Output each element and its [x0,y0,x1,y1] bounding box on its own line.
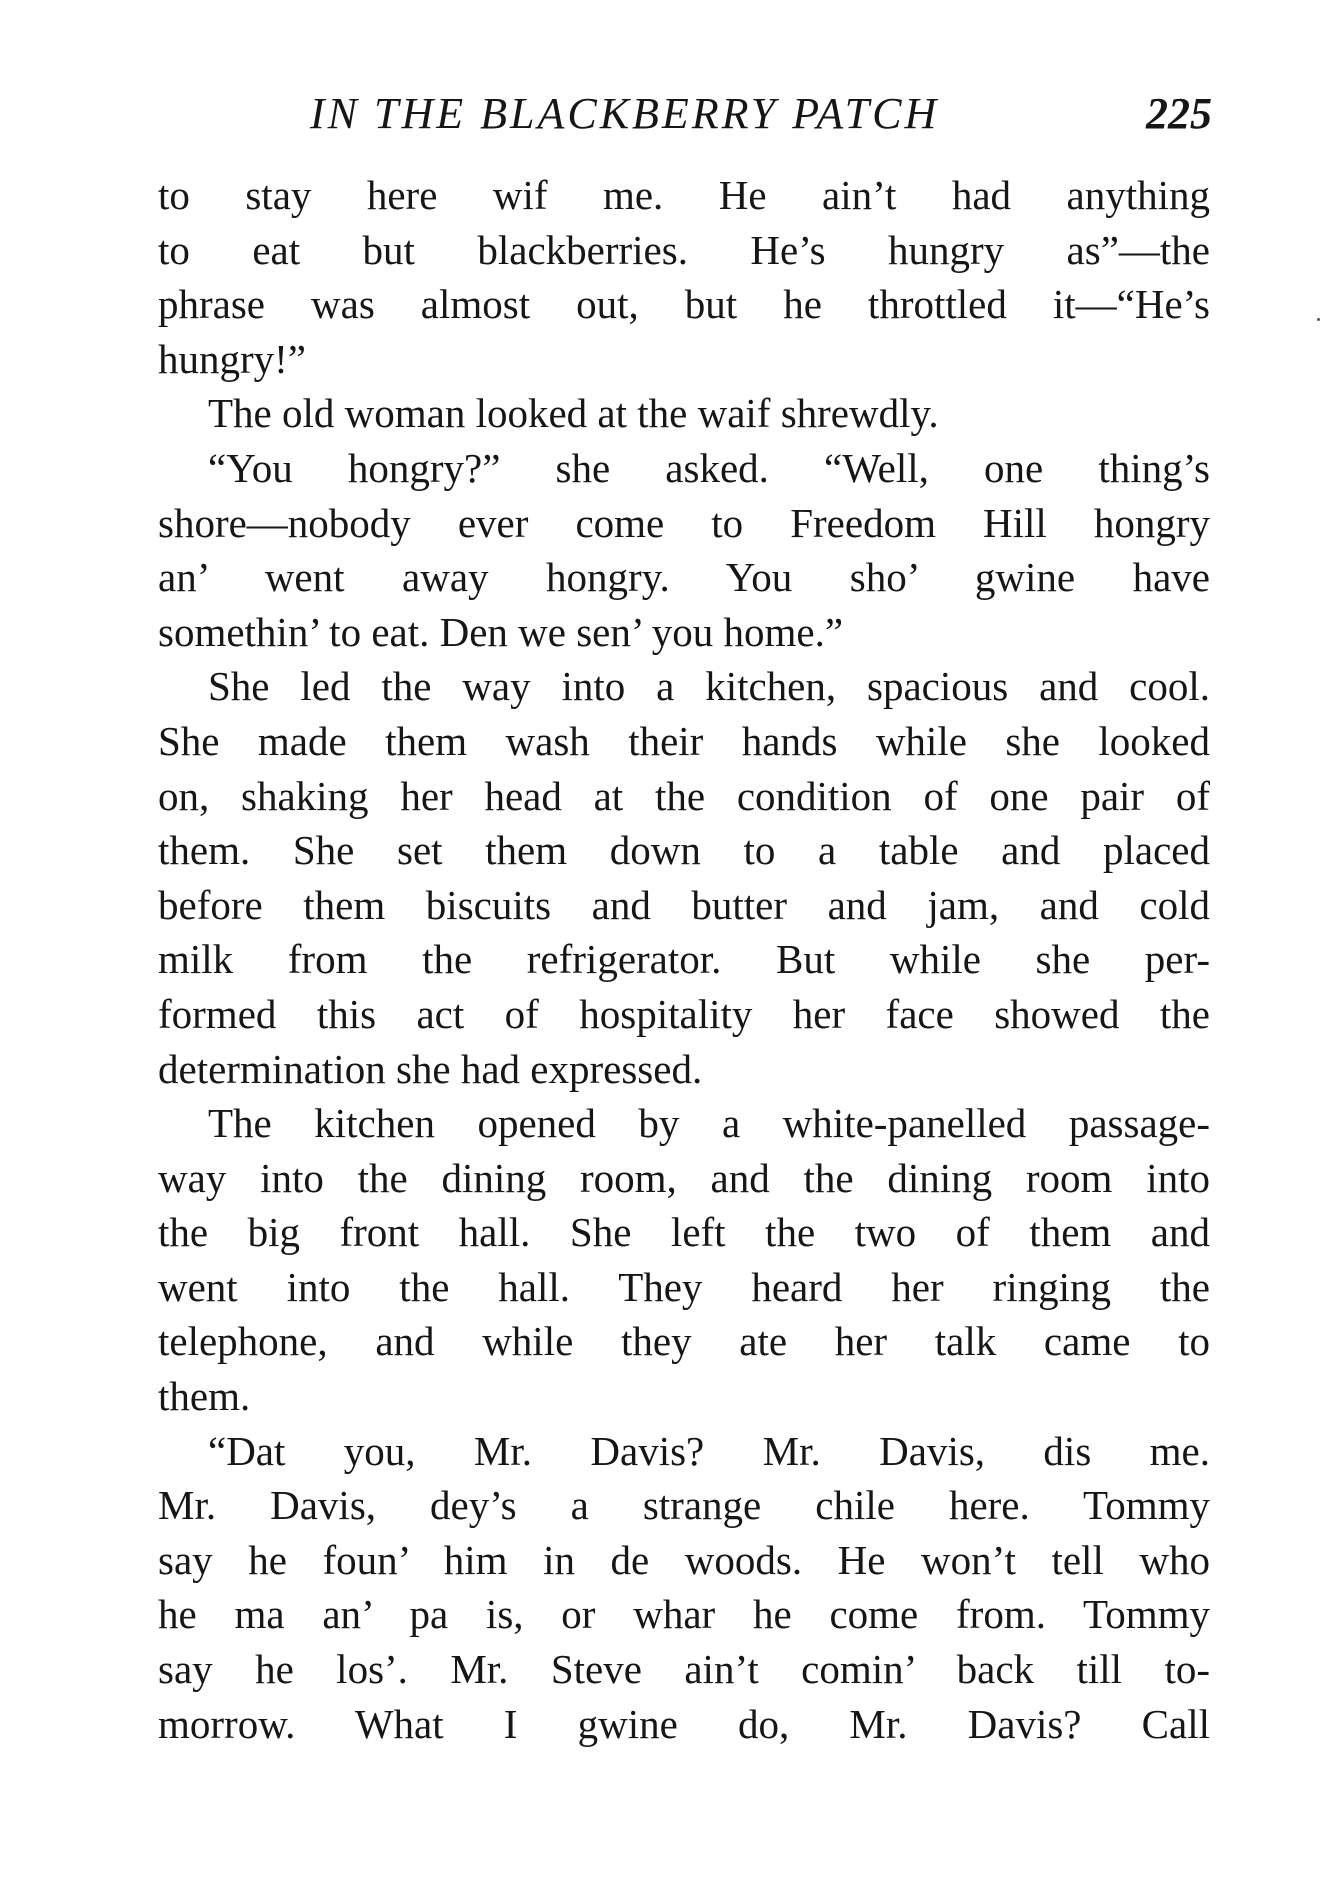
text-line: She led the way into a kitchen, spacious and cool. [208,663,1210,710]
text-line: The kitchen opened by a white-panelled passage- [208,1100,1210,1147]
text-line: She made them wash their hands while she looked [158,717,1210,764]
text-line: hungry!” [158,335,307,382]
text-line: them. She set them down to a table and placed [158,827,1210,874]
text-line: Mr. Davis, dey’s a strange chile here. Tommy [158,1482,1210,1529]
text-line: determination she had expressed. [158,1045,703,1092]
text-line: on, shaking her head at the condition of one pair of [158,772,1210,819]
text-line: formed this act of hospitality her face showed the [158,990,1210,1037]
text-line: say he los’. Mr. Steve ain’t comin’ back till to- [158,1646,1210,1693]
text-line: way into the dining room, and the dining room into [158,1154,1210,1201]
running-title: IN THE BLACKBERRY PATCH [310,89,940,138]
body-text [158,168,1210,1751]
text-line: say he foun’ him in de woods. He won’t tell who [158,1536,1210,1583]
text-line: he ma an’ pa is, or whar he come from. Tommy [158,1591,1210,1638]
text-line: The old woman looked at the waif shrewdly. [208,390,939,437]
text-line: shore—nobody ever come to Freedom Hill hongry [158,499,1210,546]
text-line: an’ went away hongry. You sho’ gwine have [158,554,1210,601]
text-line: the big front hall. She left the two of them and [158,1209,1210,1256]
text-line: them. [158,1373,251,1420]
text-line: phrase was almost out, but he throttled it—“He’s [158,281,1210,328]
text-line: went into the hall. They heard her ringing the [158,1263,1210,1310]
text-line: “Dat you, Mr. Davis? Mr. Davis, dis me. [208,1427,1210,1474]
page-number: 225 [1146,89,1212,138]
text-line: to eat but blackberries. He’s hungry as”—the [158,226,1210,273]
text-line: to stay here wif me. He ain’t had anything [158,172,1210,218]
running-head [160,88,1230,148]
text-line: “You hongry?” she asked. “Well, one thing’s [208,444,1210,491]
text-line: somethin’ to eat. Den we sen’ you home.” [158,608,844,655]
text-line: morrow. What I gwine do, Mr. Davis? Call [158,1700,1210,1747]
paper-speck [1317,318,1320,321]
text-line: milk from the refrigerator. But while she per- [158,936,1210,983]
text-line: telephone, and while they ate her talk came to [158,1318,1210,1365]
text-line: before them biscuits and butter and jam, and cold [158,881,1210,928]
